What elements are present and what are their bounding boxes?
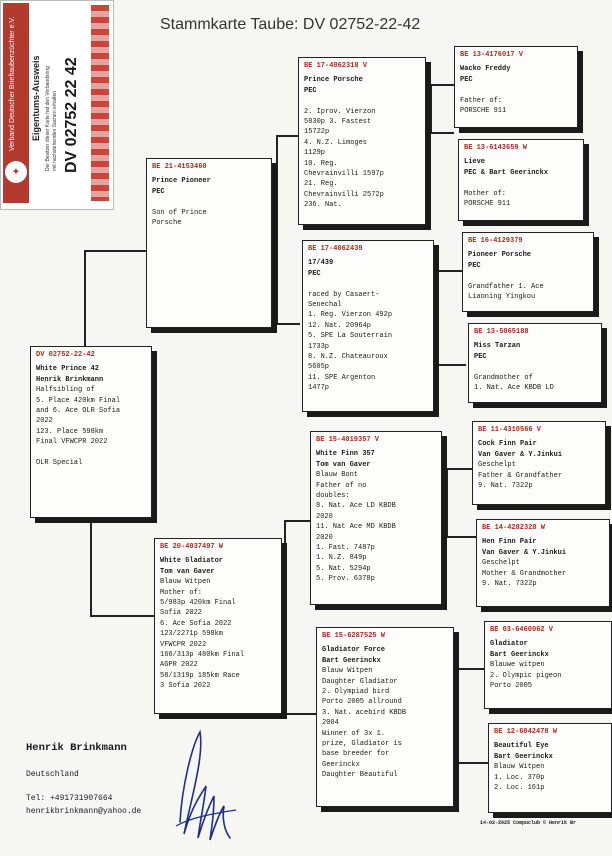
pedigree-note-line: 5/983p 420km Final (160, 599, 236, 608)
pedigree-note-line: Father of: (460, 96, 503, 105)
pedigree-note-line: 11. Nat Ace MD KBDB (316, 523, 396, 532)
breeder-name: PEC (460, 75, 473, 84)
pedigree-note-line: 9. Nat. 7322p (482, 580, 537, 589)
pedigree-note-line: 2020 (316, 533, 333, 542)
breeder-name: Van Gaver & Y.Jinkui (482, 548, 567, 557)
pedigree-note-line: 236. Nat. (304, 201, 342, 210)
pedigree-note-line: 10. Reg. (304, 159, 338, 168)
pigeon-name: White Gladiator (160, 557, 224, 566)
pigeon-card-dd (316, 627, 454, 807)
breeder-name: Tom van Gaver (160, 567, 215, 576)
pedigree-note-line: Blauw Witpen (494, 763, 545, 772)
pigeon-card-dds (484, 621, 612, 709)
pedigree-note-line: Final VFWCPR 2022 (36, 438, 108, 447)
connector (446, 536, 476, 538)
pedigree-note-line: 8. Nat. Ace LD KBDB (316, 502, 396, 511)
pedigree-note-line (460, 85, 572, 95)
pedigree-note-line: Porsche (152, 219, 182, 228)
pedigree-note-line: 8. N.Z. Chateauroux (308, 353, 388, 362)
id-card-note-1: Der Besitzer dieser Karte hat den Verbandsring (45, 66, 51, 171)
footnote: 14-02-2025 Compuclub © Henrik Br (480, 820, 577, 826)
connector (446, 468, 448, 538)
pedigree-note-line: Daughter Gladiator (322, 677, 398, 686)
pigeon-name: Lieve (464, 158, 486, 167)
ring-number: BE 17-4062439 (308, 245, 363, 253)
pigeon-name: 17/439 (308, 259, 334, 268)
connector (276, 135, 278, 325)
pedigree-note-line: Geschelpt (478, 461, 516, 470)
id-card-title: Eigentums-Ausweis (31, 55, 41, 141)
breeder-name: PEC & Bart Geerinckx (464, 168, 549, 177)
pedigree-note-line: 123. Place 598km (36, 427, 104, 436)
breeder-name: Bart Geerinckx (490, 650, 549, 659)
ring-number: BE 12-6042478 W (494, 728, 558, 736)
ring-number: BE 13-6143659 W (464, 144, 528, 152)
pedigree-note-line: 2. Olympiad bird (322, 688, 390, 697)
pedigree-note-line (36, 448, 146, 458)
pigeon-card-sd (302, 240, 434, 412)
breeder-name: PEC (152, 187, 165, 196)
ring-number: BE 20-4037497 W (160, 543, 224, 551)
pigeon-name: Gladiator Force (322, 646, 386, 655)
pedigree-note-line: raced by Casaert- (308, 290, 380, 299)
pedigree-note-line: Geerinckx (322, 760, 360, 769)
pedigree-note-line: Blauw Bont (316, 471, 359, 480)
connector (436, 270, 438, 366)
pedigree-note-line: Liaoning Yingkou (468, 293, 536, 302)
connector (446, 468, 472, 470)
pedigree-note-line: VFWCPR 2022 (160, 640, 207, 649)
ring-number: BE 13-4176017 V (460, 51, 524, 59)
pigeon-card-subject (30, 346, 152, 518)
pedigree-note-line: 15722p (304, 128, 330, 137)
connector (90, 615, 154, 617)
pigeon-name: Prince Pioneer (152, 177, 211, 186)
connector (456, 668, 458, 764)
ring-number: BE 16-4129379 (468, 237, 523, 245)
pigeon-name: Miss Tarzan (474, 342, 521, 351)
pedigree-note-line: Grandmother of (474, 373, 533, 382)
id-card-org: Verband Deutscher Brieftaubenzüchter e.V. (9, 16, 16, 151)
pedigree-note-line: 166/313p 480km Final (160, 651, 245, 660)
ring-number: BE 13-5065188 (474, 328, 529, 336)
connector (284, 520, 286, 715)
handwritten-signature (170, 726, 240, 844)
pedigree-note-line: Porto 2005 allround (322, 698, 402, 707)
pedigree-note-line: 1. Reg. Vierzon 492p (308, 311, 393, 320)
pigeon-card-ds (310, 431, 442, 605)
connector (84, 250, 148, 252)
pedigree-note-line: Mother & Grandmother (482, 569, 567, 578)
ring-number: BE 03-6460062 V (490, 626, 554, 634)
pedigree-note-line: Daughter Beautiful (322, 771, 398, 780)
pedigree-note-line: Porto 2005 (490, 682, 533, 691)
pedigree-note-line: Son of Prince (152, 208, 207, 217)
pigeon-card-dsd (476, 519, 610, 607)
pedigree-note-line: 12. Nat. 20964p (308, 321, 372, 330)
pigeon-card-dss (472, 421, 606, 505)
pedigree-note-line: 1733p (308, 342, 330, 351)
pedigree-note-line: 58/1319p 185km Race (160, 671, 240, 680)
pedigree-note-line: 2022 (36, 417, 53, 426)
breeder-name: Henrik Brinkmann (36, 375, 104, 384)
pedigree-note-line: 2. Loc. 161p (494, 784, 545, 793)
connector (430, 84, 454, 86)
ownership-id-card (0, 0, 114, 210)
owner-tel: Tel: +491731907664 (26, 794, 113, 803)
pigeon-card-ddd (488, 723, 612, 813)
pedigree-note-line (474, 362, 596, 372)
pedigree-note-line: Mother of: (160, 588, 203, 597)
owner-block (26, 742, 141, 818)
pedigree-note-line: 1. Nat. Ace KBDB LD (474, 384, 554, 393)
breeder-name: PEC (308, 269, 321, 278)
pigeon-name: White Prince 42 (36, 365, 100, 374)
pedigree-note-line (304, 96, 420, 106)
breeder-name: Tom van Gaver (316, 460, 371, 469)
pedigree-note-line: Halfsibling of (36, 386, 95, 395)
pedigree-note-line: and 6. Ace OLR Sofia (36, 407, 121, 416)
ring-number: BE 15-6287525 W (322, 632, 386, 640)
connector (276, 323, 300, 325)
pedigree-note-line: 1129p (304, 149, 326, 158)
ring-number: BE 11-4310566 V (478, 426, 542, 434)
connector (436, 270, 462, 272)
pedigree-note-line: 3 Sofia 2022 (160, 682, 211, 691)
pedigree-note-line: doubles: (316, 492, 350, 501)
connector (456, 668, 484, 670)
pigeon-name: Prince Porsche (304, 76, 363, 85)
pedigree-note-line: Grandfather 1. Ace (468, 282, 544, 291)
pedigree-note-line: 21. Reg. (304, 180, 338, 189)
pigeon-name: Wacko Freddy (460, 65, 511, 74)
breeder-name: PEC (468, 261, 481, 270)
connector (284, 713, 318, 715)
pedigree-note-line: 2004 (322, 719, 339, 728)
pedigree-note-line: Blauw Witpen (322, 667, 373, 676)
pedigree-note-line: 2. Olympic pigeon (490, 671, 562, 680)
pedigree-note-line: Chevrainvilli 1597p (304, 170, 384, 179)
pedigree-note-line: 5. SPE La Souterrain (308, 332, 393, 341)
breeder-name: Bart Geerinckx (494, 752, 553, 761)
connector (456, 762, 488, 764)
breeder-name: PEC (474, 352, 487, 361)
pedigree-note-line: 2. Iprov. Vierzon (304, 107, 376, 116)
pedigree-note-line: 9. Nat. 7322p (478, 482, 533, 491)
pedigree-note-line: Senechal (308, 301, 342, 310)
pedigree-note-line: 1. Fast. 7487p (316, 544, 375, 553)
breeder-name: PEC (304, 86, 317, 95)
pedigree-note-line: 123/2271p 598km (160, 630, 224, 639)
pigeon-name: Beautiful Eye (494, 742, 549, 751)
connector (430, 84, 432, 134)
pedigree-note-line: Chevrainvilli 2572p (304, 190, 384, 199)
pedigree-note-line: 1477p (308, 384, 330, 393)
connector (90, 517, 92, 617)
pedigree-note-line: 5605p (308, 363, 330, 372)
connector (84, 250, 86, 350)
pedigree-note-line: Sofia 2022 (160, 609, 203, 618)
pedigree-note-line (468, 271, 588, 281)
pedigree-note-line: 2020 (316, 512, 333, 521)
pedigree-note-line: PORSCHE 911 (460, 107, 507, 116)
id-card-stripe (91, 5, 109, 201)
breeder-name: Van Gaver & Y.Jinkui (478, 450, 563, 459)
pedigree-note-line: 1. N.Z. 849p (316, 554, 367, 563)
pedigree-note-line: OLR Special (36, 459, 83, 468)
pigeon-card-sss (454, 46, 578, 128)
pedigree-note-line: prize, Gladiator is (322, 740, 402, 749)
pigeon-logo-icon: ✦ (5, 161, 27, 183)
pedigree-note-line: 5. Prov. 6378p (316, 575, 375, 584)
pedigree-note-line: Father of no (316, 481, 367, 490)
pedigree-note-line: PORSCHE 911 (464, 200, 511, 209)
page-title: Stammkarte Taube: DV 02752-22-42 (160, 16, 421, 33)
pedigree-note-line: 3. Nat. acebird KBDB (322, 708, 407, 717)
pedigree-note-line: Blauw Witpen (160, 578, 211, 587)
id-card-number: DV 02752 22 42 (63, 57, 80, 173)
ring-number: BE 14-4282328 W (482, 524, 546, 532)
pigeon-name: Hen Finn Pair (482, 538, 537, 547)
pedigree-note-line (464, 178, 578, 188)
connector (276, 135, 298, 137)
pigeon-card-sire (146, 158, 272, 328)
connector (436, 364, 466, 366)
owner-country: Deutschland (26, 770, 79, 779)
pedigree-note-line: 1. Loc. 370p (494, 773, 545, 782)
pedigree-note-line: Father & Grandfather (478, 471, 563, 480)
pedigree-note-line: 6. Ace Sofia 2022 (160, 619, 232, 628)
id-card-note-2: mit nachstehenden Sachen erhalten (52, 90, 58, 171)
pedigree-note-line: Geschelpt (482, 559, 520, 568)
pedigree-note-line: 11. SPE Argenton (308, 373, 376, 382)
pigeon-name: Pioneer Porsche (468, 251, 532, 260)
pigeon-name: Gladiator (490, 640, 528, 649)
pedigree-note-line: AGPR 2022 (160, 661, 198, 670)
pedigree-note-line: Blauwe witpen (490, 661, 545, 670)
pedigree-note-line: 5830p 3. Fastest (304, 118, 372, 127)
owner-email: henrikbrinkmann@yahoo.de (26, 807, 142, 816)
pedigree-note-line: base breeder for (322, 750, 390, 759)
owner-name: Henrik Brinkmann (26, 742, 127, 754)
breeder-name: Bart Geerinckx (322, 656, 381, 665)
ring-number: BE 17-4062318 V (304, 62, 368, 70)
pedigree-note-line (152, 197, 266, 207)
pedigree-note-line: Winner of 3x 1. (322, 729, 386, 738)
pigeon-card-ssd (458, 139, 584, 221)
pigeon-card-sds (462, 232, 594, 312)
pigeon-card-dam (154, 538, 282, 714)
pedigree-note-line (308, 279, 428, 289)
connector (430, 132, 454, 134)
pedigree-note-line: Mother of: (464, 189, 507, 198)
pigeon-card-sdd (468, 323, 602, 403)
ring-number: BE 15-4019357 V (316, 436, 380, 444)
pedigree-note-line: 5. Nat. 5294p (316, 564, 371, 573)
pedigree-note-line: 4. N.Z. Limoges (304, 138, 368, 147)
pigeon-name: Cock Finn Pair (478, 440, 537, 449)
ring-number: BE 21-4153460 (152, 163, 207, 171)
pedigree-note-line: 5. Place 420km Final (36, 396, 121, 405)
pigeon-card-ss (298, 57, 426, 225)
pigeon-name: White Finn 357 (316, 450, 375, 459)
ring-number: DV 02752-22-42 (36, 351, 95, 359)
